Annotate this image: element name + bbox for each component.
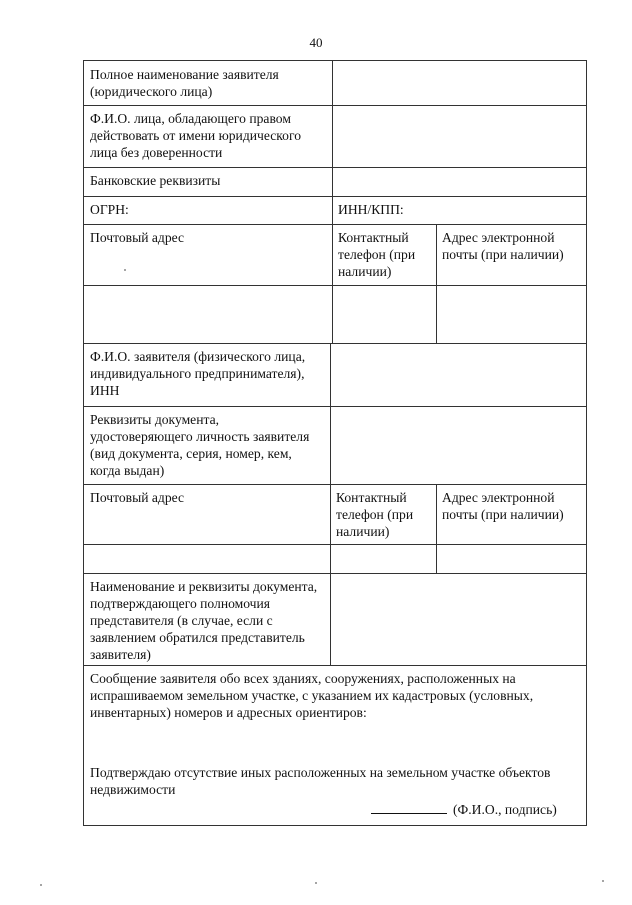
scan-speck [124,269,126,271]
individual-email-label: Адрес электронной почты (при наличии) [442,490,564,522]
buildings-message-text: Сообщение заявителя обо всех зданиях, сооружениях, расположенных на испрашиваемом земельном участке, с указанием их кадастровых (условных, инвентарных) номеров и адресных ориентиров: [90,671,534,720]
legal-full-name-field[interactable] [332,61,586,105]
individual-phone-label: Контактный телефон (при наличии) [336,490,414,539]
legal-email-label: Адрес электронной почты (при наличии) [442,230,564,262]
id-document-field[interactable] [330,406,586,484]
individual-name-label: Ф.И.О. заявителя (физического лица, индивидуального предпринимателя), ИНН [90,349,306,398]
authorized-person-label: Ф.И.О. лица, обладающего правом действовать от имени юридического лица без доверенности [90,111,302,160]
authorized-person-field[interactable] [332,105,586,167]
legal-email-field[interactable] [436,285,586,343]
legal-phone-label: Контактный телефон (при наличии) [338,230,416,279]
signature-blank[interactable] [371,801,447,814]
buildings-message-field[interactable] [84,725,586,759]
page-number: 40 [309,35,323,50]
legal-postal-address-label: Почтовый адрес [90,230,185,245]
inn-kpp-field[interactable]: ИНН/КПП: [338,202,404,217]
legal-postal-address-field[interactable] [84,285,332,343]
representative-document-field[interactable] [330,573,586,665]
individual-email-field[interactable] [436,544,586,573]
scan-speck [602,880,604,882]
bank-details-field[interactable] [332,167,586,196]
legal-full-name-label: Полное наименование заявителя (юридического лица) [90,67,279,99]
scan-speck [315,882,317,884]
bank-details-label: Банковские реквизиты [90,173,221,188]
individual-postal-address-label: Почтовый адрес [90,490,185,505]
ogrn-field[interactable]: ОГРН: [90,202,129,217]
id-document-label: Реквизиты документа, удостоверяющего личность заявителя (вид документа, серия, номер, кем, когда выдан) [90,412,310,478]
signature-line[interactable] [371,801,581,823]
individual-postal-address-field[interactable] [84,544,330,573]
application-form-table [83,60,587,826]
individual-name-field[interactable] [330,343,586,406]
legal-phone-field[interactable] [332,285,436,343]
signature-caption: (Ф.И.О., подпись) [453,802,557,817]
scan-speck [40,884,42,886]
individual-phone-field[interactable] [330,544,436,573]
confirmation-text: Подтверждаю отсутствие иных расположенных на земельном участке объектов недвижимости [90,765,551,797]
representative-document-label: Наименование и реквизиты документа, подтверждающего полномочия представителя (в случае, если с заявлением обратился представитель заявителя) [90,579,318,662]
